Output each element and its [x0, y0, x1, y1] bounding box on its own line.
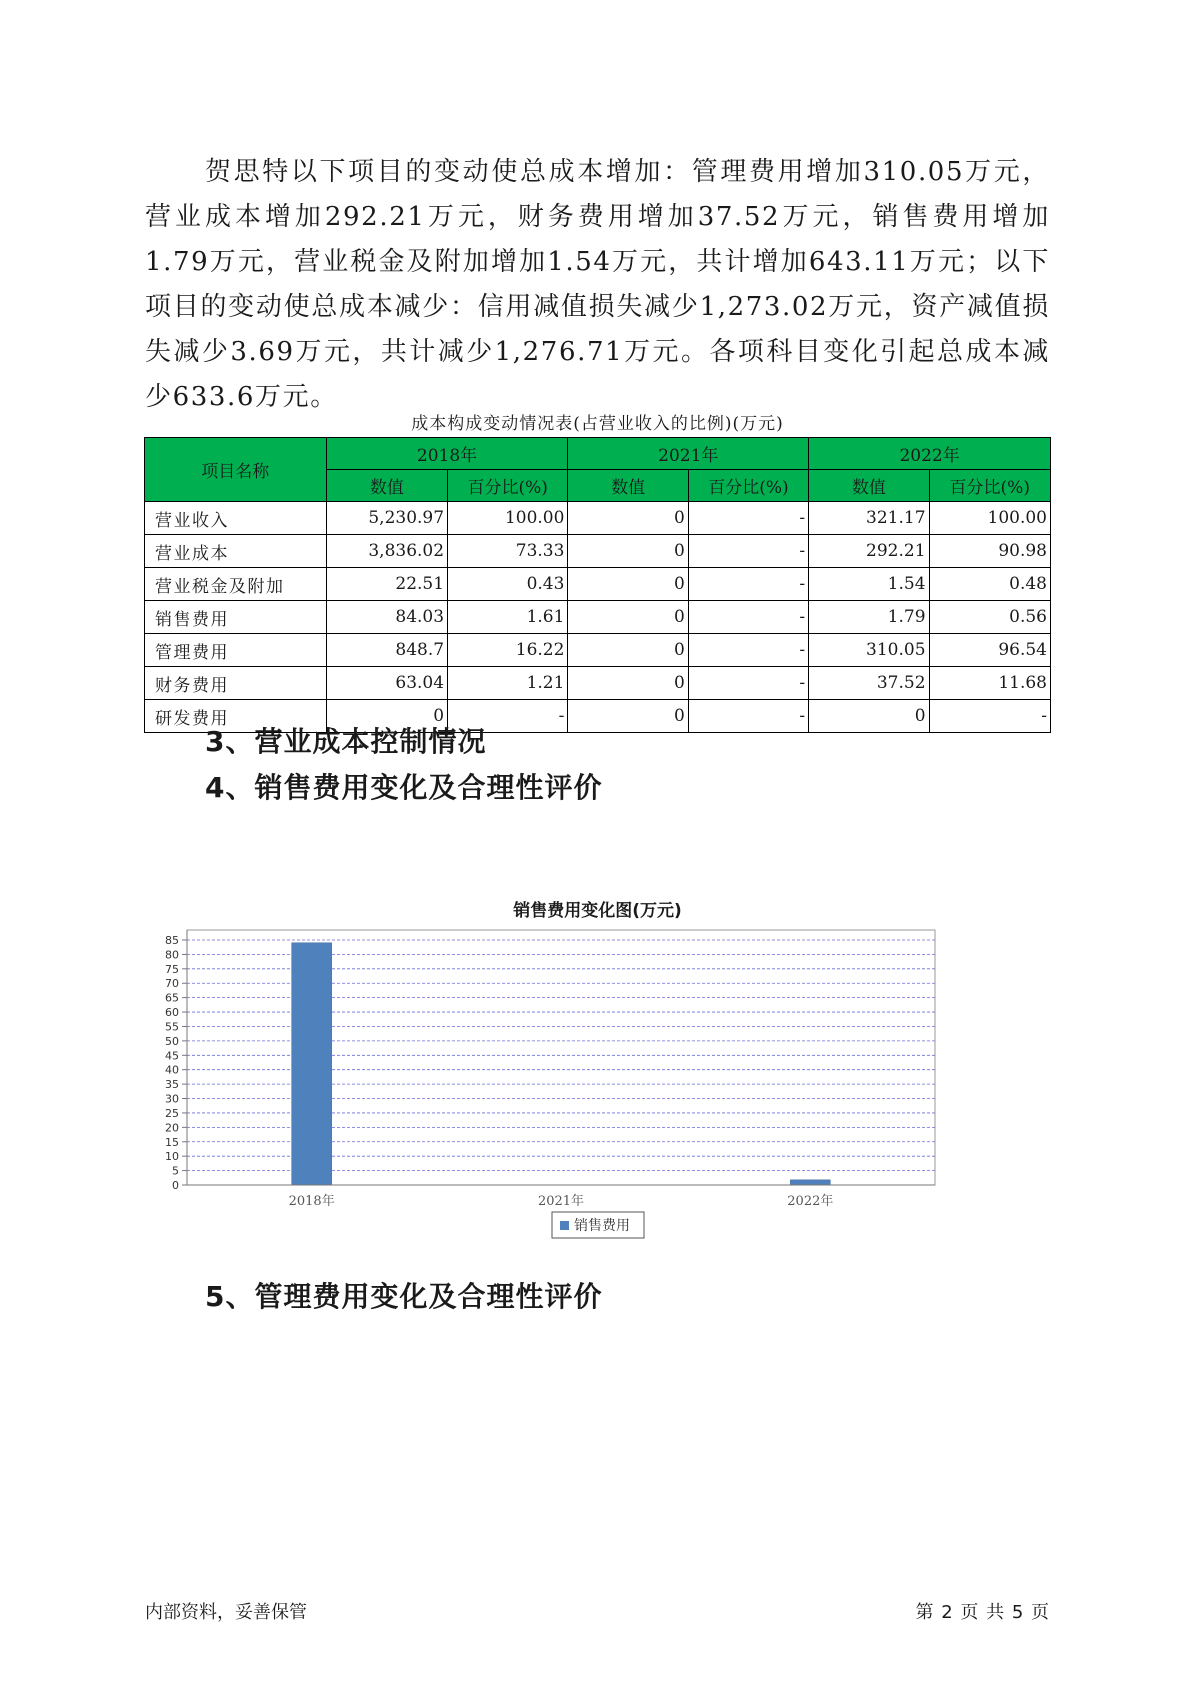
- y-tick-label: 40: [165, 1063, 179, 1077]
- y-tick-label: 20: [165, 1121, 179, 1135]
- row-item-name: 销售费用: [145, 601, 327, 634]
- table-row: [145, 601, 1051, 634]
- table-row: [145, 502, 1051, 535]
- legend-swatch: [560, 1221, 569, 1230]
- bar-2018年: [292, 943, 332, 1185]
- value-cell: 22.51: [326, 568, 447, 601]
- cost-structure-table: [144, 437, 1051, 733]
- heading-section-5: 5、管理费用变化及合理性评价: [205, 1280, 603, 1313]
- percent-cell: 96.54: [929, 634, 1050, 667]
- value-cell: 1.79: [809, 601, 929, 634]
- table-header-row-years: [145, 438, 1051, 470]
- value-cell: 37.52: [809, 667, 929, 700]
- y-tick-label: 65: [165, 991, 179, 1005]
- chart-legend: [552, 1212, 644, 1238]
- x-tick-label: 2021年: [537, 1194, 585, 1209]
- percent-cell: 100.00: [929, 502, 1050, 535]
- value-cell: 0: [568, 568, 688, 601]
- header-value: 数值: [809, 470, 929, 502]
- percent-cell: 100.00: [448, 502, 568, 535]
- row-item-name: 管理费用: [145, 634, 327, 667]
- percent-cell: -: [688, 601, 808, 634]
- y-tick-label: 60: [165, 1006, 179, 1020]
- chart-title: 销售费用变化图(万元): [513, 901, 682, 921]
- table-body: [145, 502, 1051, 733]
- value-cell: 0: [568, 601, 688, 634]
- value-cell: 84.03: [326, 601, 447, 634]
- legend-label: 销售费用: [574, 1218, 630, 1234]
- y-axis: [165, 930, 187, 1192]
- table-row: [145, 568, 1051, 601]
- percent-cell: 16.22: [448, 634, 568, 667]
- percent-cell: 1.61: [448, 601, 568, 634]
- header-percent: 百分比(%): [688, 470, 808, 502]
- value-cell: 848.7: [326, 634, 447, 667]
- percent-cell: 0.48: [929, 568, 1050, 601]
- y-tick-label: 50: [165, 1034, 179, 1048]
- value-cell: 63.04: [326, 667, 447, 700]
- y-tick-label: 70: [165, 977, 179, 991]
- y-tick-label: 5: [172, 1164, 179, 1178]
- percent-cell: -: [688, 502, 808, 535]
- header-percent: 百分比(%): [929, 470, 1050, 502]
- value-cell: 0: [568, 700, 688, 733]
- y-tick-label: 10: [165, 1150, 179, 1164]
- value-cell: 0: [568, 502, 688, 535]
- y-tick-label: 35: [165, 1078, 179, 1092]
- table-row: [145, 634, 1051, 667]
- value-cell: 310.05: [809, 634, 929, 667]
- percent-cell: -: [448, 700, 568, 733]
- y-tick-label: 15: [165, 1135, 179, 1149]
- value-cell: 0: [568, 535, 688, 568]
- percent-cell: 11.68: [929, 667, 1050, 700]
- heading-section-3: 3、营业成本控制情况: [205, 725, 487, 758]
- heading-section-4: 4、销售费用变化及合理性评价: [205, 771, 603, 804]
- row-item-name: 营业收入: [145, 502, 327, 535]
- percent-cell: 0.43: [448, 568, 568, 601]
- value-cell: 0: [809, 700, 929, 733]
- percent-cell: 73.33: [448, 535, 568, 568]
- y-tick-label: 55: [165, 1020, 179, 1034]
- percent-cell: -: [688, 568, 808, 601]
- value-cell: 292.21: [809, 535, 929, 568]
- percent-cell: 0.56: [929, 601, 1050, 634]
- header-year-2021: 2021年: [568, 438, 809, 470]
- y-tick-label: 80: [165, 948, 179, 962]
- bar-2022年: [790, 1180, 830, 1185]
- percent-cell: -: [688, 634, 808, 667]
- header-year-2022: 2022年: [809, 438, 1051, 470]
- row-item-name: 研发费用: [145, 700, 327, 733]
- value-cell: 3,836.02: [326, 535, 447, 568]
- value-cell: 0: [568, 634, 688, 667]
- y-tick-label: 85: [165, 934, 179, 947]
- header-year-2018: 2018年: [326, 438, 568, 470]
- table-caption: 成本构成变动情况表(占营业收入的比例)(万元): [411, 414, 784, 434]
- y-tick-label: 75: [165, 962, 179, 976]
- percent-cell: -: [688, 667, 808, 700]
- header-percent: 百分比(%): [448, 470, 568, 502]
- header-item-name: 项目名称: [145, 438, 327, 502]
- value-cell: 321.17: [809, 502, 929, 535]
- row-item-name: 财务费用: [145, 667, 327, 700]
- x-tick-label: 2022年: [787, 1194, 834, 1209]
- y-tick-label: 45: [165, 1049, 179, 1063]
- y-tick-label: 30: [165, 1092, 179, 1106]
- x-axis: [187, 1185, 935, 1209]
- row-item-name: 营业税金及附加: [145, 568, 327, 601]
- intro-paragraph: 贺思特以下项目的变动使总成本增加：管理费用增加310.05万元，营业成本增加292.21万元，财务费用增加37.52万元，销售费用增加1.79万元，营业税金及附加增加1.54万元，共计增加643.11万元；以下项目的变动使总成本减少：信用减值损失减少1,273.02万元，资产减值损失减少3.69万元，共计减少1,276.71万元。各项科目变化引起总成本减少633.6万元。: [145, 157, 1050, 412]
- value-cell: 0: [326, 700, 447, 733]
- value-cell: 5,230.97: [326, 502, 447, 535]
- percent-cell: -: [929, 700, 1050, 733]
- percent-cell: -: [688, 535, 808, 568]
- percent-cell: 1.21: [448, 667, 568, 700]
- y-tick-label: 25: [165, 1106, 179, 1120]
- value-cell: 1.54: [809, 568, 929, 601]
- table-row: [145, 535, 1051, 568]
- row-item-name: 营业成本: [145, 535, 327, 568]
- footer-page-number: 第 2 页 共 5 页: [915, 1602, 1050, 1623]
- header-value: 数值: [568, 470, 688, 502]
- header-value: 数值: [326, 470, 447, 502]
- sales-expense-bar-chart: [150, 920, 1050, 1260]
- y-tick-label: 0: [172, 1179, 179, 1192]
- table-row: [145, 667, 1051, 700]
- value-cell: 0: [568, 667, 688, 700]
- footer-confidential-note: 内部资料，妥善保管: [145, 1602, 307, 1623]
- percent-cell: 90.98: [929, 535, 1050, 568]
- x-tick-label: 2018年: [288, 1194, 335, 1209]
- percent-cell: -: [688, 700, 808, 733]
